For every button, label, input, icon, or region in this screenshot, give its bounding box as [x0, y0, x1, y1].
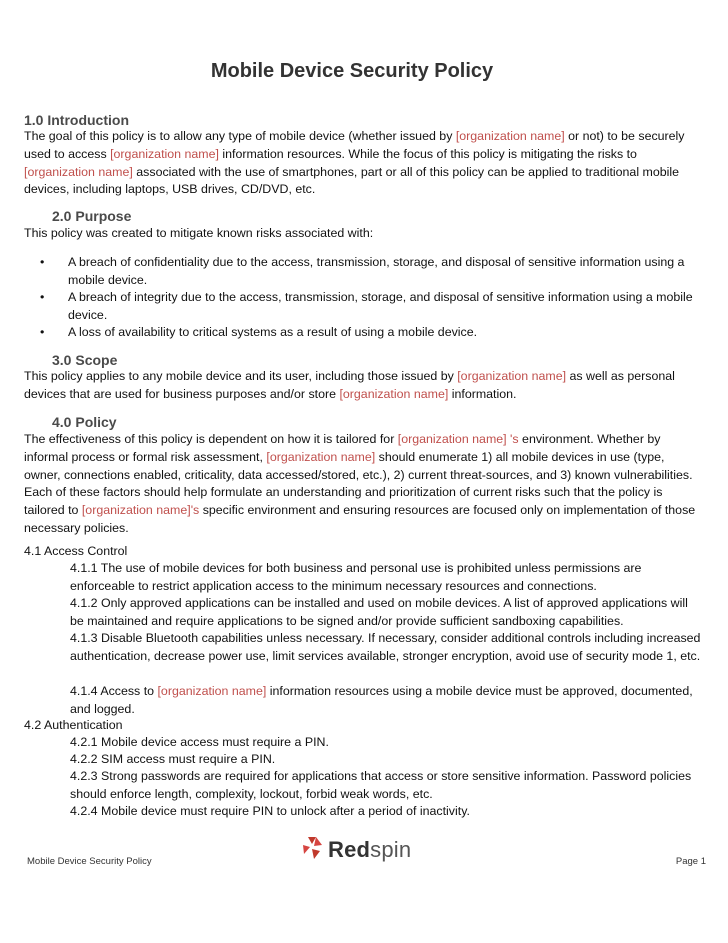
logo-wordmark-spin: spin — [370, 837, 412, 862]
list-item: 4.1.1 The use of mobile devices for both business and personal use is prohibited unless permissions are enforceable to restrict application access to the minimum necessary resources and connections. — [70, 561, 642, 593]
redspin-logo — [300, 834, 411, 866]
list-item: 4.2.1 Mobile device access must require a PIN. — [70, 735, 329, 749]
access-control-heading: 4.1 Access Control — [24, 544, 128, 558]
logo-wordmark-red: Red — [328, 837, 371, 862]
list-item: • A breach of confidentiality due to the access, transmission, storage, and disposal of sensitive information using a mobile device. — [40, 255, 685, 287]
scope-heading: 3.0 Scope — [52, 352, 118, 368]
list-item: • A breach of integrity due to the access, transmission, storage, and disposal of sensitive information using a mobile device. — [40, 290, 693, 322]
purpose-paragraph: This policy was created to mitigate known risks associated with: — [24, 226, 374, 240]
redspin-logo-icon — [300, 835, 324, 866]
list-item: 4.2.2 SIM access must require a PIN. — [70, 752, 276, 766]
list-item: 4.1.4 Access to [organization name] information resources using a mobile device must be approved, documented, and logged. — [70, 684, 693, 716]
page-number: Page 1 — [675, 856, 706, 867]
list-item: 4.2.3 Strong passwords are required for applications that access or store sensitive information. Password policies should enforce length, complexity, lockout, forbid weak words, etc. — [70, 769, 692, 801]
purpose-heading: 2.0 Purpose — [52, 208, 132, 224]
list-item: 4.1.3 Disable Bluetooth capabilities unless necessary. If necessary, consider additional controls including increased authentication, decrease power use, limit services available, stronger encryption, avoid use of security mode 1, etc. — [70, 631, 701, 663]
page-title: Mobile Device Security Policy — [210, 60, 494, 82]
intro-paragraph: The goal of this policy is to allow any type of mobile device (whether issued by [organization name] or not) to be securely used to access [organization name] information resources. While the focus of this policy is mitigating the risks to [organization name] associated with the use of smartphones, part or all of this policy can be applied to traditional mobile devices, including laptops, USB drives, CD/DVD, etc. — [24, 129, 685, 197]
list-item: • A loss of availability to critical systems as a result of using a mobile device. — [40, 325, 478, 339]
footer-document-title: Mobile Device Security Policy — [27, 856, 152, 867]
list-item: 4.1.2 Only approved applications can be installed and used on mobile devices. A list of approved applications will be maintained and require applications to be signed and/or provide sufficient sandboxing capabilities. — [70, 596, 688, 628]
intro-heading: 1.0 Introduction — [24, 112, 129, 128]
list-item: 4.2.4 Mobile device must require PIN to unlock after a period of inactivity. — [70, 804, 470, 818]
authentication-heading: 4.2 Authentication — [24, 718, 123, 732]
policy-paragraph: The effectiveness of this policy is dependent on how it is tailored for [organization name] 's environment. Whether by informal process or formal risk assessment, [organization name] should enumerate 1) all mobile devices in use (type, owner, connections enabled, criticality, data accessed/stored, etc.), 2) current threat-sources, and 3) known vulnerabilities. Each of these factors should help formulate an understanding and prioritization of current risks such that the policy is tailored to [organization name]'s specific environment and ensuring resources are focused only on implementation of those necessary policies. — [24, 432, 696, 535]
policy-heading: 4.0 Policy — [52, 414, 117, 430]
purpose-bullet-list — [24, 254, 704, 342]
scope-paragraph: This policy applies to any mobile device and its user, including those issued by [organization name] as well as personal devices that are used for business purposes and/or store [organization name] information. — [24, 369, 675, 401]
